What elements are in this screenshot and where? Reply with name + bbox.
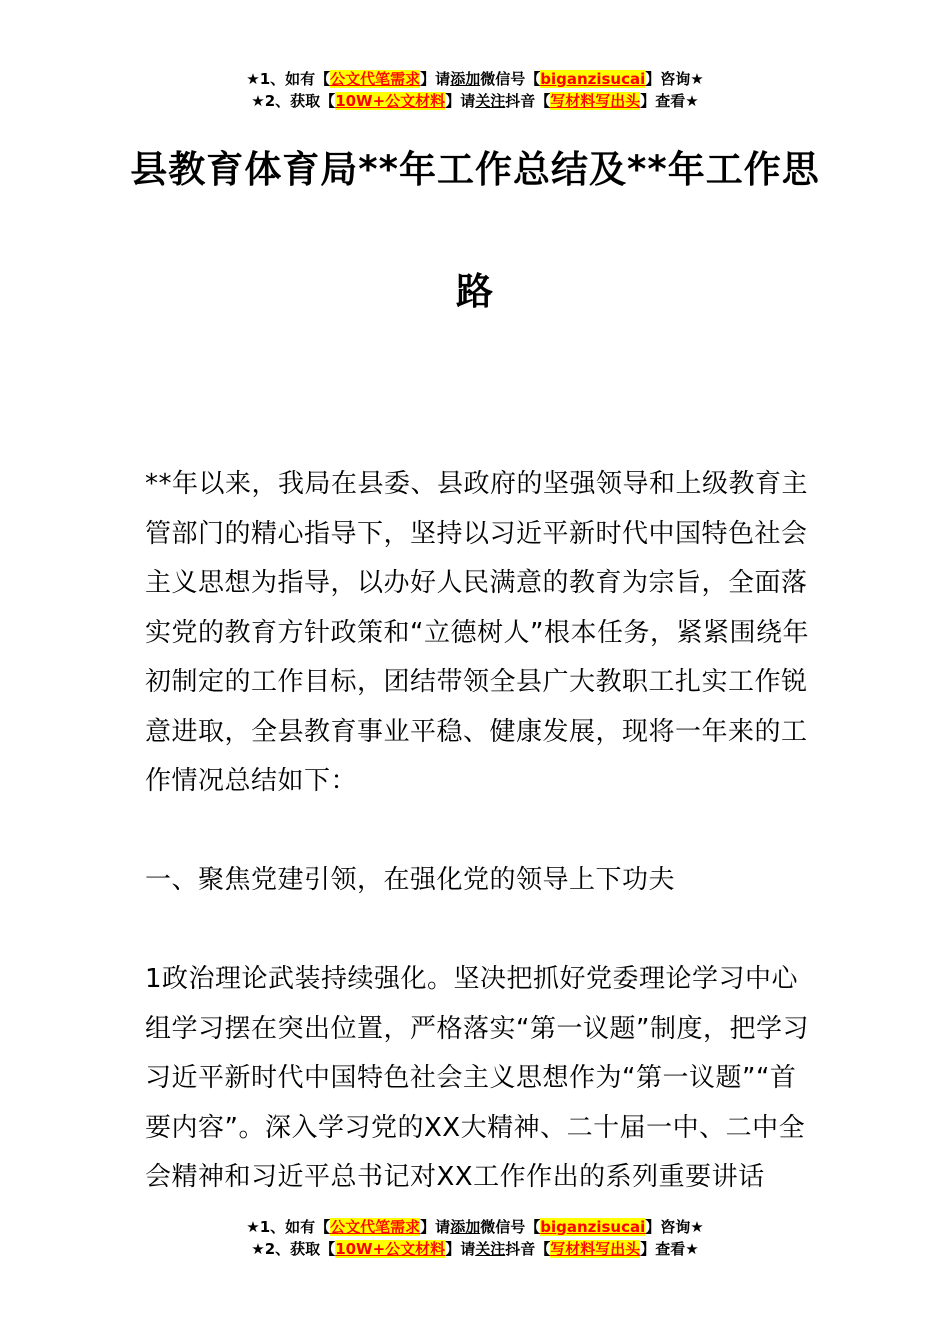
header-banner	[0, 68, 950, 112]
banner-emphasis: 关注	[475, 1240, 506, 1258]
banner-highlight: 写材料写出头	[550, 92, 641, 110]
banner-text: 抖音【	[505, 92, 551, 110]
footer-banner	[0, 1216, 950, 1260]
banner-text: ★1、如有【	[246, 1218, 331, 1236]
banner-text: 】查看★	[640, 1240, 699, 1258]
banner-line-1	[0, 68, 950, 90]
banner-text: 】查看★	[640, 92, 699, 110]
banner-text: ★2、获取【	[251, 92, 336, 110]
banner-highlight: 写材料写出头	[550, 1240, 641, 1258]
banner-text: 】咨询★	[645, 1218, 704, 1236]
banner-text: 】请	[445, 92, 476, 110]
banner-text: ★2、获取【	[251, 1240, 336, 1258]
banner-highlight: biganzisucai	[540, 1218, 646, 1236]
banner-text: ★1、如有【	[246, 70, 331, 88]
banner-highlight: 10W+公文材料	[335, 92, 446, 110]
banner-text: 】咨询★	[645, 70, 704, 88]
banner-text: 微信号【	[480, 70, 541, 88]
banner-text: 】请	[420, 1218, 451, 1236]
section-heading: 一、聚焦党建引领，在强化党的领导上下功夫	[145, 865, 676, 895]
banner-emphasis: 添加	[450, 1218, 481, 1236]
banner-text: 抖音【	[505, 1240, 551, 1258]
banner-line-2	[0, 1238, 950, 1260]
banner-highlight: 10W+公文材料	[335, 1240, 446, 1258]
banner-emphasis: 添加	[450, 70, 481, 88]
banner-line-1	[0, 1216, 950, 1238]
banner-emphasis: 关注	[475, 92, 506, 110]
banner-text: 微信号【	[480, 1218, 541, 1236]
section-paragraph: 1政治理论武装持续强化。坚决把抓好党委理论学习中心组学习摆在突出位置，严格落实“第一议题”制度，把学习习近平新时代中国特色社会主义思想作为“第一议题”“首要内容”。深入学习党的XX大精神、二十届一中、二中全会精神和习近平总书记对XX工作作出的系列重要讲话	[145, 964, 809, 1192]
banner-highlight: 公文代笔需求	[330, 1218, 421, 1236]
document-title: 县教育体育局**年工作总结及**年工作思	[130, 148, 820, 191]
document-title-continued: 路	[456, 270, 494, 313]
banner-highlight: biganzisucai	[540, 70, 646, 88]
banner-highlight: 公文代笔需求	[330, 70, 421, 88]
intro-paragraph: **年以来，我局在县委、县政府的坚强领导和上级教育主管部门的精心指导下，坚持以习近平新时代中国特色社会主义思想为指导，以办好人民满意的教育为宗旨，全面落实党的教育方针政策和“立德树人”根本任务，紧紧围绕年初制定的工作目标，团结带领全县广大教职工扎实工作锐意进取，全县教育事业平稳、健康发展，现将一年来的工作情况总结如下：	[145, 469, 809, 796]
banner-line-2	[0, 90, 950, 112]
banner-text: 】请	[445, 1240, 476, 1258]
banner-text: 】请	[420, 70, 451, 88]
